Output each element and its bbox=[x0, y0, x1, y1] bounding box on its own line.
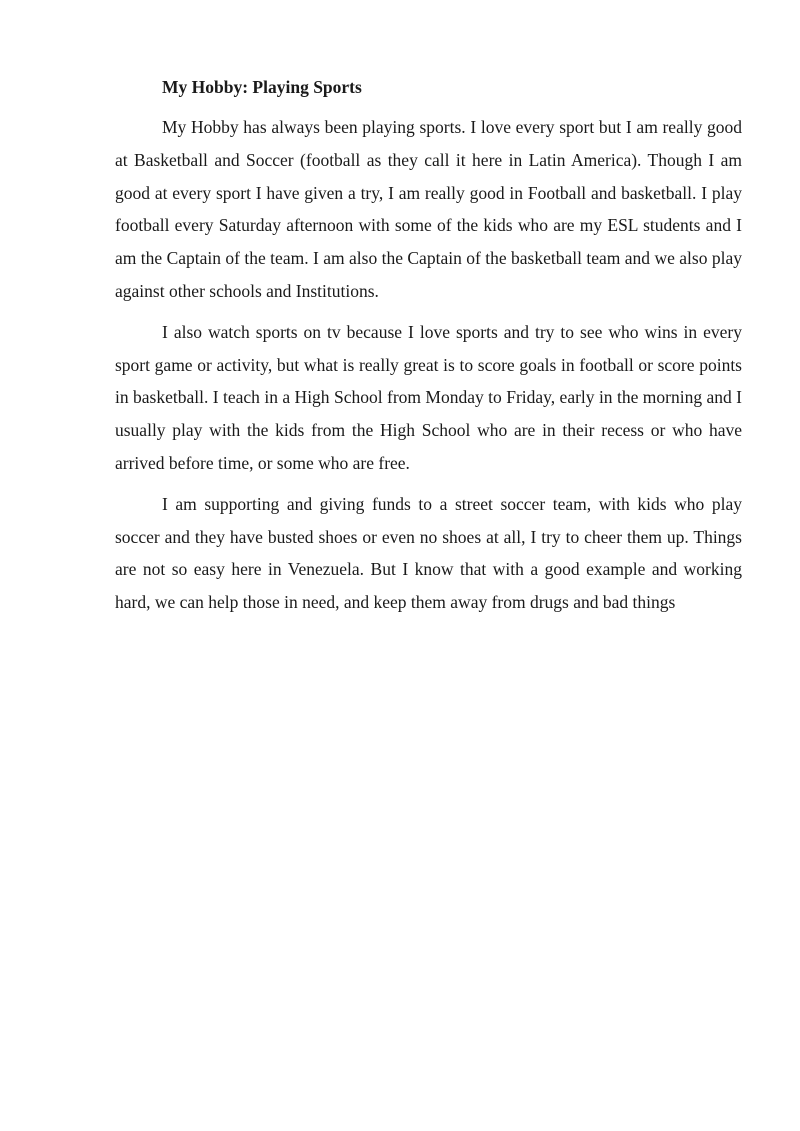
paragraph-2: I also watch sports on tv because I love sports and try to see who wins in every sport game or activity, but what is really great is to score goals in football or score points in basketball. I teach in a High School from Monday to Friday, early in the morning and I usually play with the kids from the High School who are in their recess or who have arrived before time, or some who are free. bbox=[115, 321, 742, 473]
document-body bbox=[115, 73, 742, 627]
paragraph-1: My Hobby has always been playing sports. I love every sport but I am really good at Basketball and Soccer (football as they call it here in Latin America). Though I am good at every sport I have given a try, I am really good in Football and basketball. I play football every Saturday afternoon with some of the kids who are my ESL students and I am the Captain of the team. I am also the Captain of the basketball team and we also play against other schools and Institutions. bbox=[115, 117, 742, 301]
paragraph-3: I am supporting and giving funds to a street soccer team, with kids who play soccer and they have busted shoes or even no shoes at all, I try to cheer them up. Things are not so easy here in Venezuela. But I know that with a good example and working hard, we can help those in need, and keep them away from drugs and bad things bbox=[115, 493, 742, 613]
document-title: My Hobby: Playing Sports bbox=[162, 77, 362, 97]
